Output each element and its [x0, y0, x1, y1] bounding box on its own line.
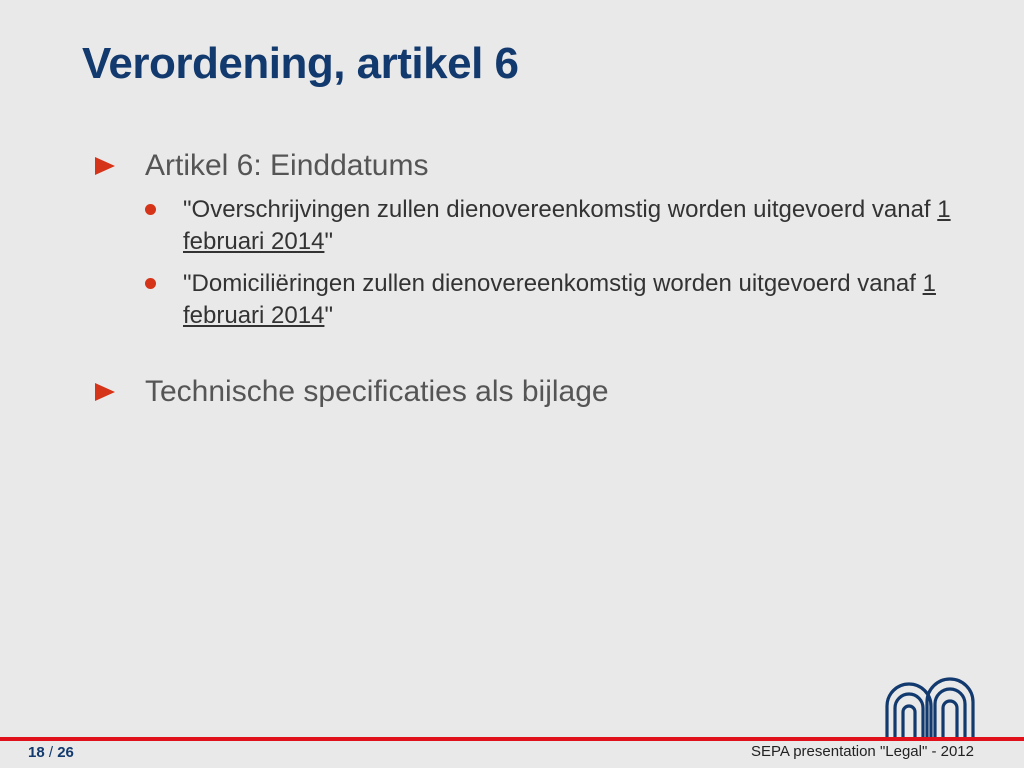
page-total: 26: [57, 744, 74, 761]
bullet-artikel-6: [95, 148, 955, 332]
footer-divider: [0, 737, 1024, 741]
bullet-technische-specificaties: [95, 374, 955, 410]
page-current: 18: [28, 744, 45, 761]
slide-title: Verordening, artikel 6: [82, 39, 519, 88]
page-number: [28, 744, 74, 761]
sub-bullet-closing-quote: ": [324, 302, 333, 329]
sub-bullet-domicilieringen: [145, 268, 955, 332]
sub-bullet-text: "Overschrijvingen zullen dienovereenkomstig worden uitgevoerd vanaf: [183, 196, 938, 223]
sub-bullet-date: 1 februari 2014: [183, 196, 951, 255]
bullet-text: Artikel 6: Einddatums: [145, 149, 429, 182]
page-separator: /: [44, 744, 58, 761]
sub-bullet-text: "Domiciliëringen zullen dienovereenkomstig worden uitgevoerd vanaf: [183, 270, 923, 297]
sub-bullet-list: [145, 194, 955, 332]
triangle-bullet-icon: [95, 157, 115, 175]
triangle-bullet-icon: [95, 383, 115, 401]
dot-bullet-icon: [145, 204, 156, 215]
sub-bullet-closing-quote: ": [324, 228, 333, 255]
sub-bullet-overschrijvingen: [145, 194, 955, 258]
dot-bullet-icon: [145, 278, 156, 289]
footer-caption: SEPA presentation "Legal" - 2012: [750, 743, 974, 760]
sub-bullet-date: 1 februari 2014: [183, 270, 936, 329]
arches-logo-icon: [884, 676, 976, 738]
bullet-text: Technische specificaties als bijlage: [145, 375, 609, 408]
slide-content: [95, 148, 955, 418]
